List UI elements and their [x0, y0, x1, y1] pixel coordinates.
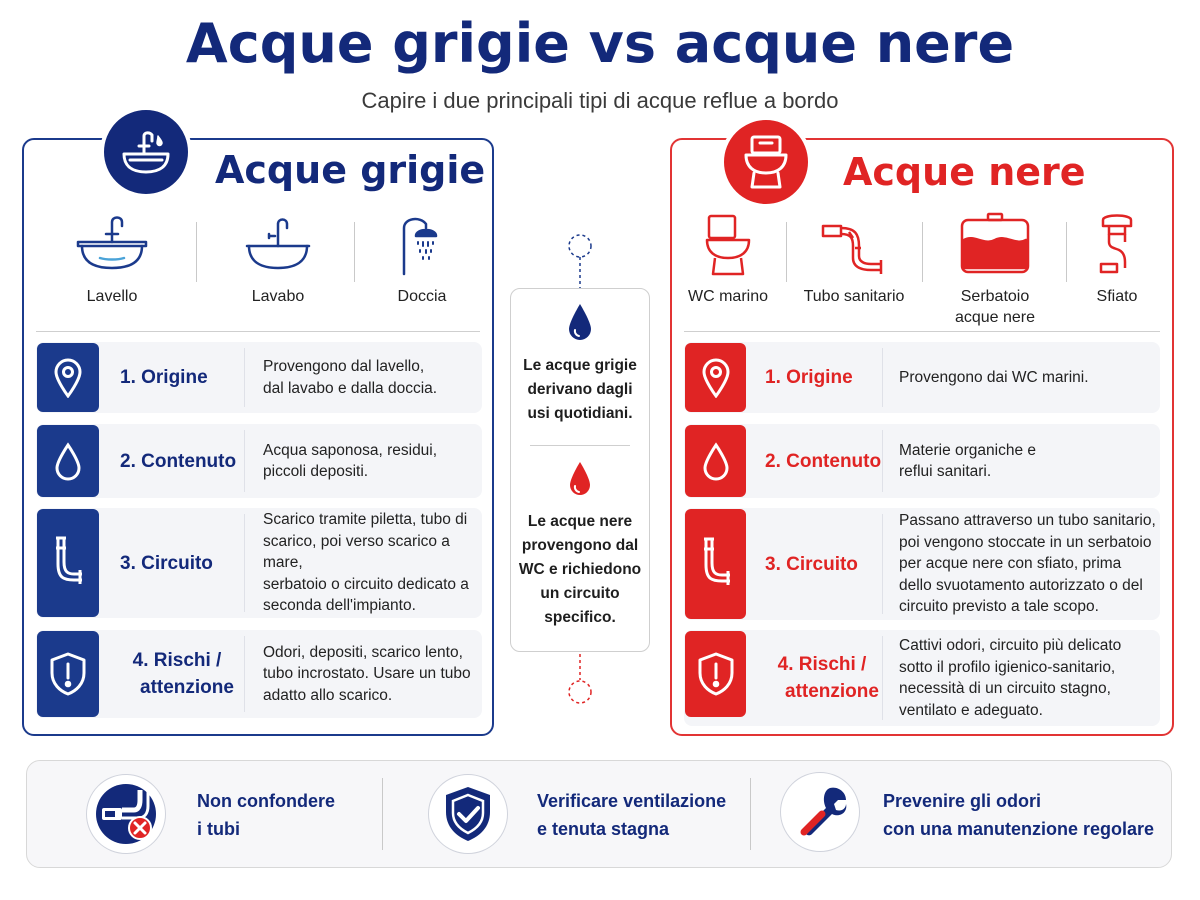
sanitary-hose-icon — [819, 212, 889, 276]
source-lavello — [60, 212, 164, 307]
row-label — [765, 631, 879, 725]
row-text-line: dello svuotamento autorizzato o del — [899, 576, 1143, 594]
page-title: Acque grigie vs acque nere — [185, 12, 1015, 75]
row-text-line: necessità di un circuito stagno, — [899, 680, 1111, 697]
pipe-icon — [37, 509, 99, 617]
black-note — [512, 510, 648, 630]
row-text-line: Odori, depositi, scarico lento, — [263, 643, 463, 661]
tip-line: Verificare ventilazione — [537, 791, 727, 811]
row-label: 2. Contenuto — [120, 450, 237, 472]
note-line: WC e richiedono — [518, 561, 642, 578]
divider — [244, 348, 245, 407]
connector-bottom — [560, 652, 600, 712]
row-text-line: seconda dell'impianto. — [263, 597, 416, 615]
row-text-line: per acque nere con sfiato, prima — [899, 555, 1122, 573]
holding-tank-icon — [958, 212, 1032, 276]
source-lavabo — [226, 212, 330, 307]
vent-icon — [1095, 212, 1139, 276]
row-text-line: sotto il profilo igienico-sanitario, — [899, 658, 1116, 676]
divider — [786, 222, 787, 282]
source-label: WC marino — [687, 288, 768, 305]
row-label — [120, 631, 234, 717]
divider — [244, 430, 245, 492]
divider — [882, 636, 883, 720]
divider — [750, 778, 751, 850]
toilet-icon — [703, 212, 753, 276]
tip-line: i tubi — [197, 819, 240, 839]
source-wc-marino — [680, 212, 776, 307]
divider — [1066, 222, 1067, 282]
row-text — [263, 509, 478, 617]
note-line: un circuito — [540, 585, 620, 602]
row-label-line: 4. Rischi / — [132, 650, 222, 671]
black-panel-title: Acque nere — [843, 150, 1086, 194]
row-text-line: adatto allo scarico. — [263, 686, 393, 704]
divider — [882, 348, 883, 407]
row-text-line: Provengono dal lavello, — [263, 358, 425, 375]
grey-note — [512, 354, 648, 426]
source-label — [955, 286, 1035, 328]
row-text — [263, 343, 475, 412]
row-label: 3. Circuito — [765, 553, 858, 575]
source-label-line: Serbatoio — [960, 288, 1030, 305]
note-line: specifico. — [544, 609, 616, 626]
tip-line: e tenuta stagna — [537, 819, 670, 839]
tip-line: Non confondere — [197, 791, 335, 811]
tip-text — [883, 787, 1154, 843]
source-serbatoio — [932, 212, 1058, 328]
wrench-icon — [780, 772, 860, 852]
divider — [530, 445, 630, 446]
divider — [882, 430, 883, 492]
grey-panel-title: Acque grigie — [215, 148, 486, 192]
note-line: derivano dagli — [527, 381, 633, 398]
divider — [382, 778, 383, 850]
sink-with-faucet-icon — [100, 106, 192, 198]
source-doccia — [370, 212, 474, 307]
row-text-line: scarico, poi verso scarico a mare, — [263, 532, 450, 572]
row-text — [263, 425, 475, 497]
water-drop-icon — [685, 425, 746, 497]
source-label-line: acque nere — [954, 309, 1036, 326]
red-drop-icon — [567, 458, 593, 500]
divider — [882, 514, 883, 614]
divider — [36, 331, 480, 332]
tip-line: Prevenire gli odori — [883, 791, 1042, 811]
row-text-line: ventilato e adeguato. — [899, 701, 1043, 719]
row-text-line: tubo incrostato. Usare un tubo — [263, 665, 471, 683]
row-text — [899, 631, 1155, 725]
row-text-line: serbatoio o circuito dedicato a — [263, 575, 469, 593]
row-text — [899, 425, 1155, 497]
row-text-line: reflui sanitari. — [899, 463, 992, 480]
divider — [684, 331, 1160, 332]
divider — [244, 514, 245, 612]
row-label: 1. Origine — [765, 367, 853, 388]
row-text-line: Passano attraverso un tubo sanitario, — [899, 512, 1156, 530]
row-text-line: poi vengono stoccate in un serbatoio — [899, 533, 1152, 551]
row-text-line: Cattivi odori, circuito più delicato — [899, 637, 1122, 654]
divider — [244, 636, 245, 712]
row-label: 1. Origine — [120, 367, 208, 388]
row-label-line: attenzione — [785, 681, 879, 702]
shower-icon — [390, 212, 454, 276]
pipe-icon — [685, 509, 746, 619]
pipe-warning-icon — [86, 774, 166, 854]
toilet-icon — [720, 116, 812, 208]
source-tubo-sanitario — [798, 212, 910, 307]
warning-shield-icon — [37, 631, 99, 717]
source-label: Tubo sanitario — [803, 288, 905, 305]
row-text — [899, 509, 1159, 619]
note-line: Le acque grigie — [523, 357, 637, 374]
row-text-line: circuito previsto a tale scopo. — [899, 598, 1099, 616]
water-drop-icon — [37, 425, 99, 497]
source-label: Sfiato — [1096, 288, 1138, 305]
divider — [354, 222, 355, 282]
kitchen-sink-icon — [74, 212, 150, 276]
row-text-line: piccoli depositi. — [263, 463, 369, 480]
row-label-line: 4. Rischi / — [777, 654, 867, 675]
row-label-line: attenzione — [140, 677, 234, 698]
row-text-line: Materie organiche e — [899, 441, 1036, 459]
row-label: 2. Contenuto — [765, 450, 882, 472]
tip-text — [537, 787, 726, 843]
note-line: Le acque nere — [527, 513, 633, 530]
blue-drop-icon — [566, 300, 594, 344]
divider — [922, 222, 923, 282]
source-label: Lavabo — [251, 288, 305, 305]
note-line: provengono dal — [521, 537, 639, 554]
location-pin-icon — [685, 343, 746, 412]
tip-line: con una manutenzione regolare — [883, 819, 1155, 839]
divider — [196, 222, 197, 282]
row-text-line: Scarico tramite piletta, tubo di — [263, 511, 468, 529]
source-label: Doccia — [397, 288, 447, 305]
row-label: 3. Circuito — [120, 552, 213, 574]
washbasin-icon — [243, 212, 313, 276]
tip-text — [197, 787, 335, 843]
row-text-line: Acqua saponosa, residui, — [263, 441, 438, 459]
row-text — [899, 343, 1155, 412]
warning-shield-icon — [685, 631, 746, 717]
row-text-line: dal lavabo e dalla doccia. — [263, 379, 438, 397]
row-text-line: Provengono dai WC marini. — [899, 368, 1089, 386]
note-line: usi quotidiani. — [527, 405, 633, 422]
source-sfiato — [1076, 212, 1158, 307]
source-label: Lavello — [86, 288, 138, 305]
connector-top — [560, 232, 600, 292]
row-text — [263, 631, 475, 717]
location-pin-icon — [37, 343, 99, 412]
shield-check-icon — [428, 774, 508, 854]
page-subtitle: Capire i due principali tipi di acque reflue a bordo — [361, 88, 839, 113]
